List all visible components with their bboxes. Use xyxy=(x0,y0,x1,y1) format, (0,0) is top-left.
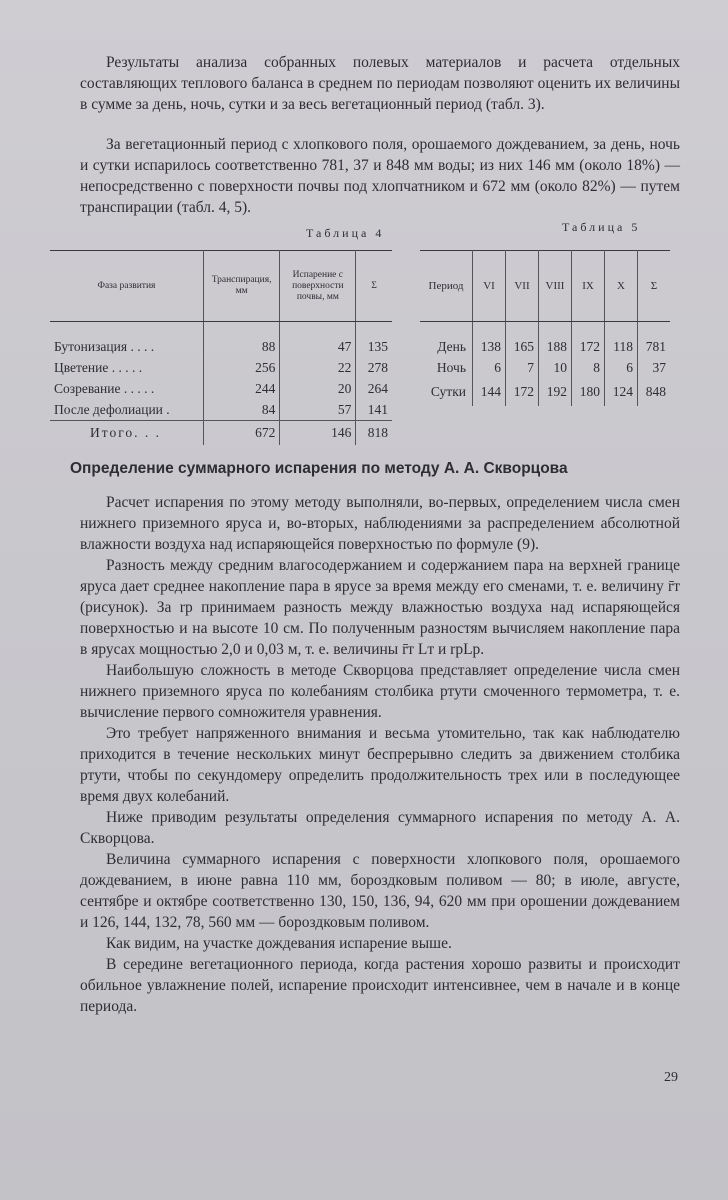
table-row xyxy=(50,322,392,358)
table5-cell: Сутки xyxy=(430,384,466,399)
table4-total-cell: 818 xyxy=(356,421,392,446)
table5-header: IX xyxy=(572,251,605,322)
table4-cell: 244 xyxy=(203,378,279,399)
table5-cell: 180 xyxy=(572,378,605,406)
table4-cell: Цветение . . . . . xyxy=(54,359,143,375)
table5-cell: 6 xyxy=(473,357,506,378)
table-row xyxy=(420,357,670,378)
table4-caption: Таблица 4 xyxy=(306,226,385,240)
table5-cell: 7 xyxy=(506,357,539,378)
table5-cell: 781 xyxy=(638,322,671,358)
table5-cell: 848 xyxy=(638,378,671,406)
table5-header: VI xyxy=(473,251,506,322)
table5-cell: 188 xyxy=(539,322,572,358)
table5-cell: 172 xyxy=(572,322,605,358)
table5-cell: 8 xyxy=(572,357,605,378)
page-number: 29 xyxy=(664,1070,678,1085)
table5-cell: 138 xyxy=(473,322,506,358)
intro-paragraph-1: Результаты анализа собранных полевых материалов и расчета отдельных составляющих теплового баланса в среднем по периодам позволяют оценить их величины в сумме за день, ночь, сутки и за весь вегетационный период (табл. 3). xyxy=(80,54,680,113)
table-row xyxy=(50,378,392,399)
section-paragraph: Это требует напряженного внимания и весьма утомительно, так как наблюдателю приходится в течение нескольких минут беспрерывно следить за движением столбика ртути, чтобы по секундомеру определить продолжительность трех или в последующее время двух колебаний. xyxy=(80,725,680,805)
table4-cell: 88 xyxy=(203,322,279,358)
table5-cell: 192 xyxy=(539,378,572,406)
section-paragraph: Ниже приводим результаты определения суммарного испарения по методу А. А. Скворцова. xyxy=(80,809,680,847)
table4-cell: 135 xyxy=(356,322,392,358)
table5-header: Период xyxy=(420,251,473,322)
table4-total-row xyxy=(50,421,392,446)
table4-total-cell: 146 xyxy=(280,421,356,446)
table5-header: Σ xyxy=(638,251,671,322)
table4-cell: Бутонизация . . . . xyxy=(54,338,155,354)
table4-header: Испарение с поверхности почвы, мм xyxy=(280,251,356,322)
table-row xyxy=(50,399,392,421)
table4-cell: 278 xyxy=(356,357,392,378)
table-row xyxy=(420,322,670,358)
table4-cell: 57 xyxy=(280,399,356,421)
section-paragraph: Разность между средним влагосодержанием и содержанием пара на верхней границе яруса дает среднее накопление пара в ярусе за время между его сменами, т. е. величину r̄т (рисунок). За rр принимаем разность между влажностью воздуха над испаряющейся поверхностью и на высоте 10 см. По полученным разностям вычисляем накопление пара в ярусах мощностью 2,0 и 0,03 м, т. е. величины r̄т Lт и rрLр. xyxy=(80,557,680,658)
intro-paragraph-2: За вегетационный период с хлопкового поля, орошаемого дождеванием, за день, ночь и сутки испарилось соответственно 781, 37 и 848 мм воды; из них 146 мм (около 18%) — непосредственно с поверхности почвы под хлопчатником и 672 мм (около 82%) — путем транспирации (табл. 4, 5). xyxy=(80,136,680,216)
section-paragraph: Расчет испарения по этому методу выполняли, во-первых, определением числа смен нижнего приземного яруса и, во-вторых, наблюдениями за распределением абсолютной влажности воздуха над испаряющейся поверхностью по формуле (9). xyxy=(80,494,680,553)
table4-cell: После дефолиации . xyxy=(54,401,170,417)
table5 xyxy=(420,250,670,406)
table4-total-label: Итого. . . xyxy=(50,421,203,446)
table4 xyxy=(50,250,392,445)
table4-header: Σ xyxy=(356,251,392,322)
table5-cell: 172 xyxy=(506,378,539,406)
table5-cell: 124 xyxy=(605,378,638,406)
table-row xyxy=(420,378,670,406)
section-paragraph: Наибольшую сложность в методе Скворцова представляет определение числа смен нижнего приземного яруса по колебаниям столбика ртути смоченного термометра, т. е. вычисление первого сомножителя уравнения. xyxy=(80,662,680,721)
table5-cell: 165 xyxy=(506,322,539,358)
table4-cell: 84 xyxy=(203,399,279,421)
table5-cell: 6 xyxy=(605,357,638,378)
table4-total-cell: 672 xyxy=(203,421,279,446)
table5-header: VII xyxy=(506,251,539,322)
table4-cell: 22 xyxy=(280,357,356,378)
section-body xyxy=(80,492,680,1017)
table4-header-row xyxy=(50,251,392,322)
table5-cell: Ночь xyxy=(436,359,466,375)
table4-header: Фаза развития xyxy=(50,251,203,322)
table4-cell: 141 xyxy=(356,399,392,421)
table5-header-row xyxy=(420,251,670,322)
table5-caption: Таблица 5 xyxy=(562,220,641,234)
table5-cell: 118 xyxy=(605,322,638,358)
table-row xyxy=(50,357,392,378)
table5-header: VIII xyxy=(539,251,572,322)
table4-cell: 264 xyxy=(356,378,392,399)
table4-cell: Созревание . . . . . xyxy=(54,380,155,396)
section-paragraph: В середине вегетационного периода, когда растения хорошо развиты и происходит обильное увлажнение полей, испарение происходит интенсивнее, чем в начале и в конце периода. xyxy=(80,956,680,1015)
section-paragraph: Как видим, на участке дождевания испарение выше. xyxy=(106,935,452,952)
table5-cell: 10 xyxy=(539,357,572,378)
table4-header: Транспирация, мм xyxy=(203,251,279,322)
table5-cell: 144 xyxy=(473,378,506,406)
table5-header: X xyxy=(605,251,638,322)
table4-cell: 256 xyxy=(203,357,279,378)
section-paragraph: Величина суммарного испарения с поверхности хлопкового поля, орошаемого дождеванием, в июне равна 110 мм, бороздковым поливом — 80; в июле, августе, сентябре и октябре соответственно 130, 150, 136, 94, 620 мм при орошении дождеванием и 126, 144, 132, 78, 560 мм — бороздковым поливом. xyxy=(80,851,680,931)
table4-cell: 47 xyxy=(280,322,356,358)
section-title: Определение суммарного испарения по методу А. А. Скворцова xyxy=(70,460,568,477)
table5-cell: День xyxy=(437,338,466,354)
table5-cell: 37 xyxy=(638,357,671,378)
table4-cell: 20 xyxy=(280,378,356,399)
